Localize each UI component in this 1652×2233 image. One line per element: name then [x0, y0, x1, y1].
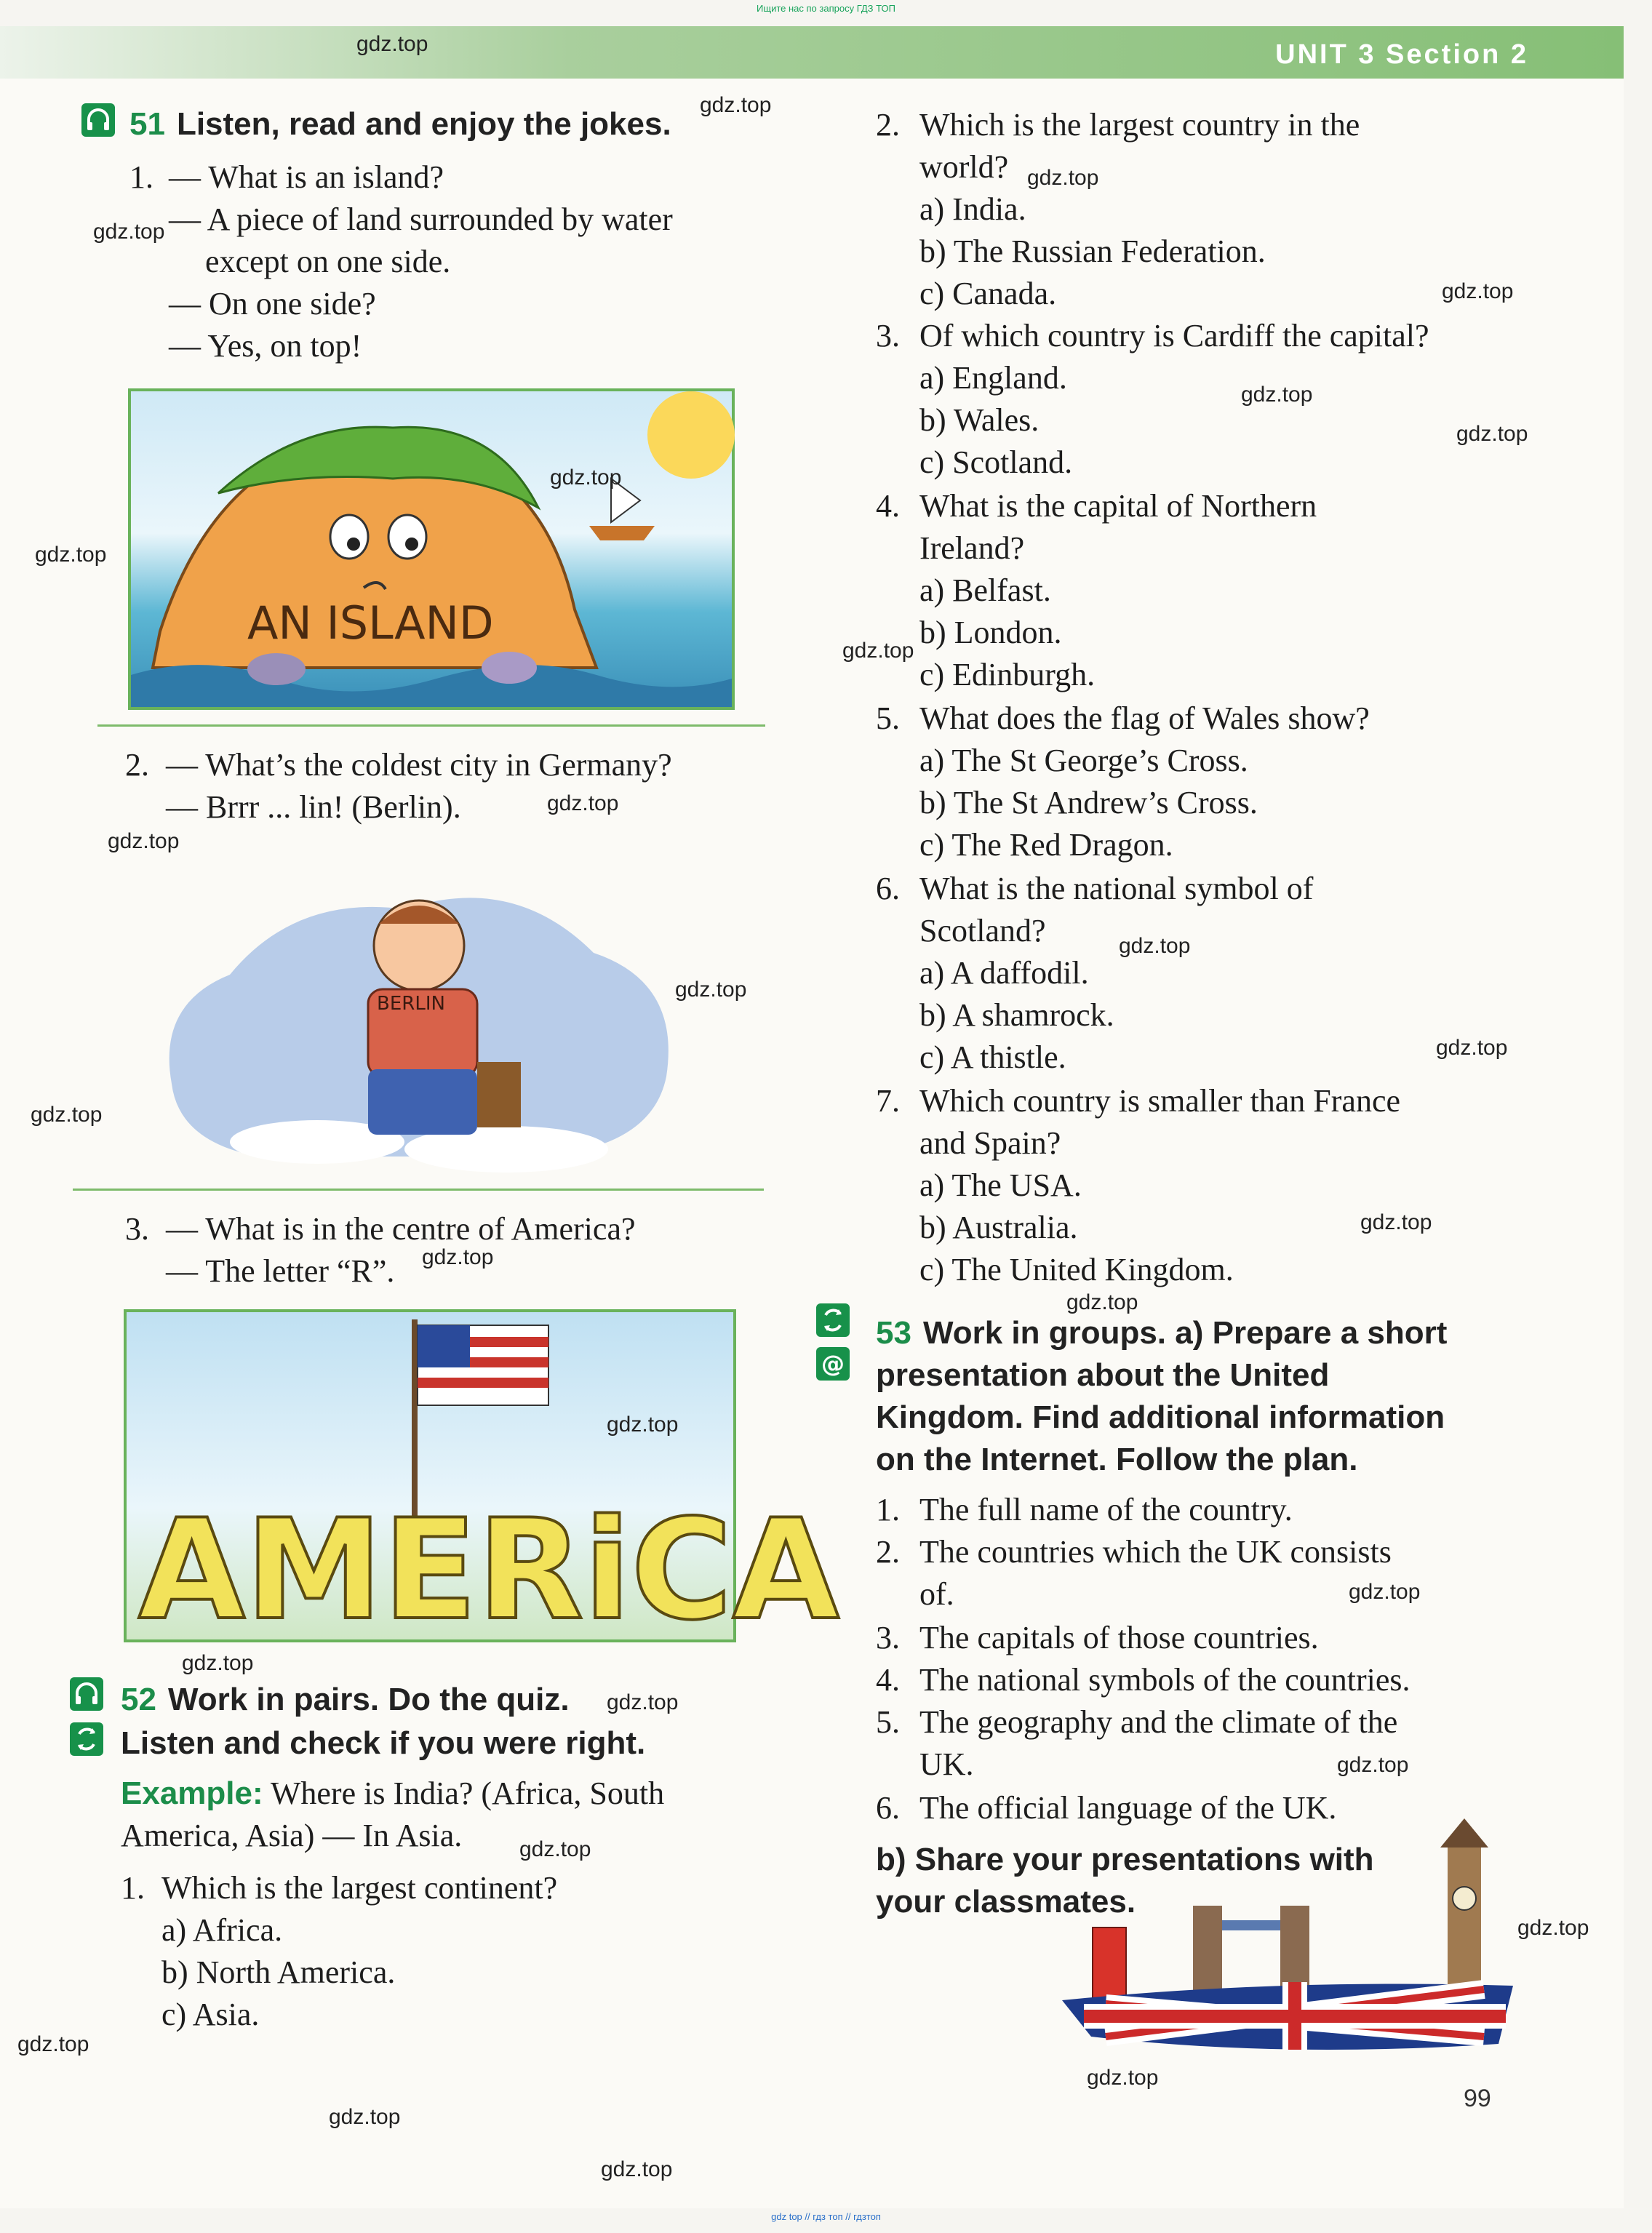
- example-label: Example:: [121, 1775, 263, 1811]
- quiz-question-number: 5.: [876, 700, 900, 736]
- london-illustration: [1062, 1818, 1520, 2058]
- watermark: gdz.top: [1087, 2066, 1159, 2090]
- internet-at-icon: [816, 1347, 850, 1381]
- quiz-option: c) A thistle.: [919, 1039, 1066, 1075]
- watermark: gdz.top: [550, 466, 622, 490]
- joke-3-line: — What is in the centre of America?: [166, 1211, 636, 1247]
- plan-item: The national symbols of the countries.: [919, 1662, 1410, 1698]
- headphones-icon: [70, 1677, 103, 1711]
- joke-2-line: — Brrr ... lin! (Berlin).: [166, 789, 461, 825]
- plan-item: The geography and the climate of the: [919, 1704, 1398, 1740]
- example-line: America, Asia) — In Asia.: [121, 1818, 463, 1853]
- quiz-option: a) A daffodil.: [919, 955, 1089, 991]
- quiz-question-text: What is the national symbol of: [919, 871, 1314, 906]
- america-illustration: [127, 1312, 839, 1650]
- quiz-question-text: Scotland?: [919, 913, 1046, 948]
- plan-number: 4.: [876, 1662, 900, 1698]
- task-51-number: 51: [129, 106, 165, 142]
- watermark: gdz.top: [1436, 1036, 1508, 1060]
- joke-1-line: — Yes, on top!: [169, 328, 362, 364]
- watermark: gdz.top: [17, 2032, 89, 2056]
- plan-number: 3.: [876, 1620, 900, 1655]
- watermark: gdz.top: [607, 1413, 679, 1437]
- watermark: gdz.top: [182, 1651, 254, 1675]
- quiz-question-number: 4.: [876, 488, 900, 524]
- watermark: gdz.top: [422, 1245, 494, 1269]
- quiz-option: c) The United Kingdom.: [919, 1252, 1234, 1287]
- task-53-b-line: b) Share your presentations with: [876, 1842, 1374, 1877]
- unit-label: UNIT 3 Section 2: [1275, 39, 1528, 70]
- watermark: gdz.top: [607, 1690, 679, 1714]
- quiz-question-text: Which is the largest continent?: [161, 1870, 558, 1906]
- watermark: gdz.top: [1027, 166, 1099, 190]
- plan-item: The countries which the UK consists: [919, 1534, 1392, 1570]
- example: [121, 1775, 664, 1812]
- pair-work-icon: [70, 1722, 103, 1756]
- task-52-number: 52: [121, 1682, 156, 1717]
- joke-1-line: except on one side.: [205, 244, 451, 279]
- quiz-question-number: 1.: [121, 1870, 145, 1906]
- america-picture: [124, 1309, 839, 1650]
- joke-3-line: — The letter “R”.: [166, 1253, 395, 1289]
- quiz-question-text: and Spain?: [919, 1125, 1061, 1161]
- quiz-option: c) Asia.: [161, 1997, 260, 2032]
- top-note: Ищите нас по запросу ГДЗ ТОП: [757, 3, 895, 14]
- watermark: gdz.top: [93, 220, 165, 244]
- berlin-illustration: [128, 844, 729, 1186]
- task-52-heading: [121, 1682, 570, 1718]
- quiz-option: a) The USA.: [919, 1167, 1082, 1203]
- task-53-b-line: your classmates.: [876, 1884, 1136, 1920]
- quiz-option: b) A shamrock.: [919, 997, 1114, 1033]
- quiz-option: a) India.: [919, 191, 1026, 227]
- joke-1-line: — A piece of land surrounded by water: [169, 201, 673, 237]
- svg-text:@: @: [821, 1350, 845, 1378]
- quiz-question-text: world?: [919, 149, 1009, 185]
- watermark: gdz.top: [1456, 422, 1528, 446]
- quiz-option: a) England.: [919, 360, 1067, 396]
- joke-2-number: 2.: [125, 747, 149, 783]
- divider: [73, 1189, 764, 1191]
- quiz-option: b) Australia.: [919, 1210, 1078, 1245]
- task-52-title: Work in pairs. Do the quiz.: [167, 1682, 570, 1717]
- task-52-subtitle: Listen and check if you were right.: [121, 1725, 646, 1761]
- watermark: gdz.top: [1517, 1916, 1589, 1940]
- watermark: gdz.top: [356, 32, 428, 56]
- island-picture: [128, 388, 735, 710]
- quiz-option: c) The Red Dragon.: [919, 827, 1173, 863]
- plan-number: 2.: [876, 1534, 900, 1570]
- island-illustration: [131, 391, 732, 707]
- watermark: gdz.top: [1360, 1210, 1432, 1234]
- page-number: 99: [1464, 2085, 1491, 2112]
- watermark: gdz.top: [1066, 1290, 1138, 1314]
- quiz-option: c) Edinburgh.: [919, 657, 1096, 692]
- plan-number: 6.: [876, 1790, 900, 1826]
- watermark: gdz.top: [700, 93, 772, 117]
- watermark: gdz.top: [547, 791, 619, 815]
- joke-1-line: — What is an island?: [169, 159, 444, 195]
- plan-item: The full name of the country.: [919, 1492, 1293, 1527]
- quiz-question-text: Ireland?: [919, 530, 1025, 566]
- task-53-title-line: Kingdom. Find additional information: [876, 1399, 1445, 1435]
- quiz-question-number: 7.: [876, 1083, 900, 1119]
- quiz-question-text: What does the flag of Wales show?: [919, 700, 1370, 736]
- berlin-picture-label: BERLIN: [377, 993, 445, 1015]
- quiz-option: a) Africa.: [161, 1912, 283, 1948]
- plan-item: of.: [919, 1576, 954, 1612]
- watermark: gdz.top: [108, 829, 180, 853]
- quiz-question-text: Which is the largest country in the: [919, 107, 1360, 143]
- task-53-title-line: Work in groups. a) Prepare a short: [922, 1315, 1448, 1351]
- watermark: gdz.top: [1442, 279, 1514, 303]
- quiz-question-text: Of which country is Cardiff the capital?: [919, 318, 1429, 353]
- quiz-question-number: 3.: [876, 318, 900, 353]
- watermark: gdz.top: [1349, 1580, 1421, 1604]
- task-51-heading: [129, 106, 671, 143]
- watermark: gdz.top: [1241, 383, 1313, 407]
- quiz-option: a) The St George’s Cross.: [919, 743, 1248, 778]
- quiz-question-text: Which country is smaller than France: [919, 1083, 1401, 1119]
- quiz-question-number: 2.: [876, 107, 900, 143]
- quiz-option: b) North America.: [161, 1954, 396, 1990]
- london-landmarks-picture: [1062, 1818, 1520, 2058]
- task-53-heading: [876, 1315, 1447, 1351]
- watermark: gdz.top: [675, 978, 747, 1002]
- quiz-option: b) The Russian Federation.: [919, 233, 1266, 269]
- watermark: gdz.top: [519, 1837, 591, 1861]
- watermark: gdz.top: [35, 543, 107, 567]
- task-53-title-line: on the Internet. Follow the plan.: [876, 1442, 1358, 1477]
- watermark: gdz.top: [329, 2105, 401, 2129]
- quiz-option: c) Canada.: [919, 276, 1057, 311]
- plan-number: 5.: [876, 1704, 900, 1740]
- quiz-option: b) London.: [919, 615, 1062, 650]
- example-line: Where is India? (Africa, South: [270, 1775, 665, 1811]
- joke-2-line: — What’s the coldest city in Germany?: [166, 747, 672, 783]
- quiz-option: c) Scotland.: [919, 444, 1073, 480]
- task-51-title: Listen, read and enjoy the jokes.: [176, 106, 671, 142]
- task-53-number: 53: [876, 1315, 911, 1351]
- watermark: gdz.top: [1119, 934, 1191, 958]
- plan-item: The official language of the UK.: [919, 1790, 1337, 1826]
- quiz-option: b) The St Andrew’s Cross.: [919, 785, 1258, 820]
- quiz-question-text: What is the capital of Northern: [919, 488, 1317, 524]
- headphones-icon: [81, 103, 115, 137]
- berlin-picture: [128, 844, 729, 1186]
- joke-1-number: 1.: [129, 159, 153, 195]
- watermark: gdz.top: [31, 1103, 103, 1127]
- joke-1-line: — On one side?: [169, 286, 376, 321]
- quiz-question-number: 6.: [876, 871, 900, 906]
- quiz-option: b) Wales.: [919, 402, 1040, 438]
- group-work-icon: [816, 1303, 850, 1337]
- watermark: gdz.top: [1337, 1753, 1409, 1777]
- quiz-option: a) Belfast.: [919, 572, 1051, 608]
- joke-3-number: 3.: [125, 1211, 149, 1247]
- divider: [97, 724, 765, 727]
- watermark: gdz.top: [842, 639, 914, 663]
- plan-item: UK.: [919, 1746, 974, 1782]
- plan-item: The capitals of those countries.: [919, 1620, 1319, 1655]
- watermark: gdz.top: [601, 2157, 673, 2181]
- bottom-note: gdz top // гдз топ // гдзтоп: [771, 2211, 881, 2222]
- island-picture-label: AN ISLAND: [247, 596, 494, 650]
- america-picture-label: AMERiCA: [138, 1490, 839, 1650]
- task-53-title-line: presentation about the United: [876, 1357, 1330, 1393]
- plan-number: 1.: [876, 1492, 900, 1527]
